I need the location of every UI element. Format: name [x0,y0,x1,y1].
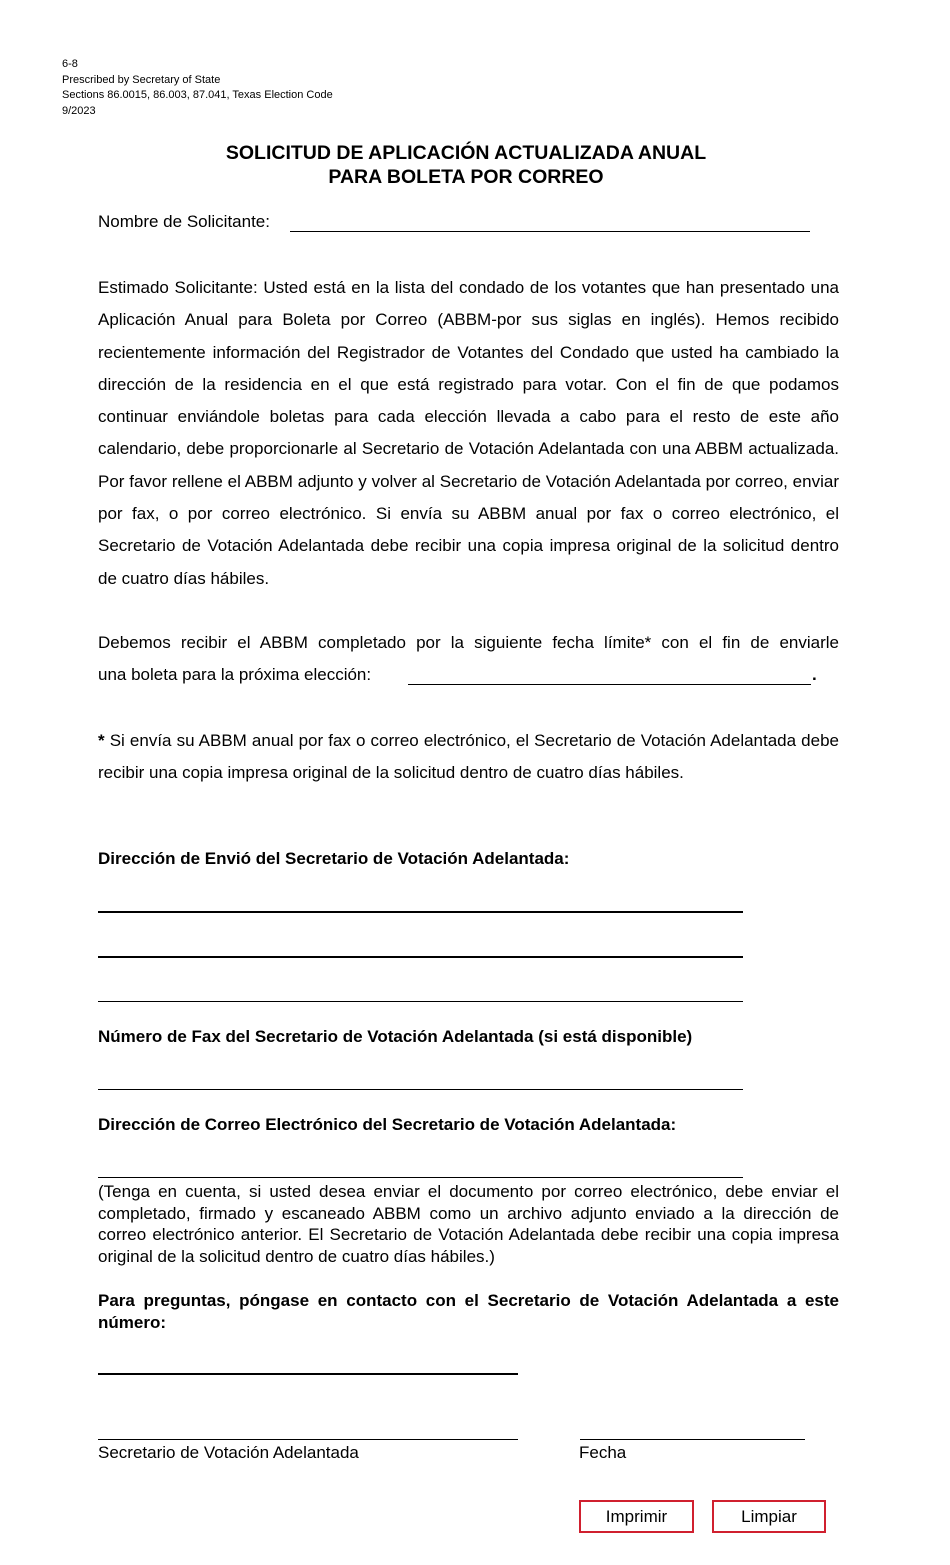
prescribed-by: Prescribed by Secretary of State [62,73,221,86]
fax-field[interactable] [98,1066,743,1090]
mailing-address-line-3-field[interactable] [98,978,743,1002]
footnote-asterisk: * [98,731,105,750]
questions-phone-underline [98,1373,518,1375]
deadline-text-line-1: Debemos recibir el ABBM completado por la siguiente fecha límite* con el fin de enviarle [98,633,839,652]
fax-underline [98,1089,743,1090]
footnote-paragraph [98,725,839,790]
clerk-signature-label: Secretario de Votación Adelantada [98,1443,359,1462]
date-label: Fecha [579,1443,627,1462]
print-button[interactable]: Imprimir [579,1500,694,1533]
deadline-period: . [812,665,817,684]
mailing-address-line-1-field[interactable] [98,888,743,912]
email-field[interactable] [98,1154,743,1178]
mailing-address-line-2-field[interactable] [98,933,743,957]
deadline-date-underline [408,684,811,685]
code-sections: Sections 86.0015, 86.003, 87.041, Texas Election Code [62,89,333,101]
intro-paragraph: Estimado Solicitante: Usted está en la lista del condado de los votantes que han presentado una Aplicación Anual para Boleta por Correo (ABBM-por sus siglas en inglés). Hemos recibido recientemente información del Registrador de Votantes del Condado que usted ha cambiado la dirección de la residencia en el que está registrado para votar. Con el fin de que podamos continuar enviándole boletas para cada elección llevada a cabo para el resto de este año calendario, debe proporcionarle al Secretario de Votación Adelantada con una ABBM actualizada. Por favor rellene el ABBM adjunto y volver al Secretario de Votación Adelantada por correo, enviar por fax, o por correo electrónico. Si envía su ABBM anual por fax o correo electrónico, el Secretario de Votación Adelantada debe recibir una copia impresa original de la solicitud dentro de cuatro días hábiles. [98,278,839,588]
fax-label: Número de Fax del Secretario de Votación Adelantada (si está disponible) [98,1027,693,1046]
deadline-date-field[interactable] [408,660,811,684]
applicant-name-label: Nombre de Solicitante: [98,212,270,231]
questions-label: Para preguntas, póngase en contacto con el Secretario de Votación Adelantada a este número: [98,1291,839,1332]
page-title [0,141,932,189]
date-signature-line [580,1439,805,1440]
mailing-address-line-2-underline [98,956,743,958]
clerk-signature-line [98,1439,518,1440]
deadline-label: una boleta para la próxima elección: [98,665,372,684]
email-note: (Tenga en cuenta, si usted desea enviar el documento por correo electrónico, debe enviar el completado, firmado y escaneado ABBM como un archivo adjunto enviado a la dirección de correo electrónico anterior. El Secretario de Votación Adelantada debe recibir una copia impresa original de la solicitud dentro de cuatro días hábiles.) [98,1182,839,1266]
title-line-1: SOLICITUD DE APLICACIÓN ACTUALIZADA ANUAL [225,142,707,164]
email-label: Dirección de Correo Electrónico del Secretario de Votación Adelantada: [98,1115,677,1134]
revision-date: 9/2023 [62,104,96,117]
clear-button[interactable]: Limpiar [712,1500,826,1533]
form-header [62,57,333,119]
form-number: 6-8 [62,58,78,70]
mailing-address-label: Dirección de Envió del Secretario de Votación Adelantada: [98,849,570,868]
mailing-address-line-3-underline [98,1001,743,1002]
applicant-name-underline [290,231,810,232]
applicant-name-field[interactable] [290,208,810,232]
footnote-text: Si envía su ABBM anual por fax o correo electrónico, el Secretario de Votación Adelantada debe recibir una copia impresa original de la solicitud dentro de cuatro días hábiles. [98,731,839,783]
title-line-2: PARA BOLETA POR CORREO [328,166,604,188]
email-underline [98,1177,743,1178]
questions-phone-field[interactable] [98,1350,518,1374]
mailing-address-line-1-underline [98,911,743,913]
